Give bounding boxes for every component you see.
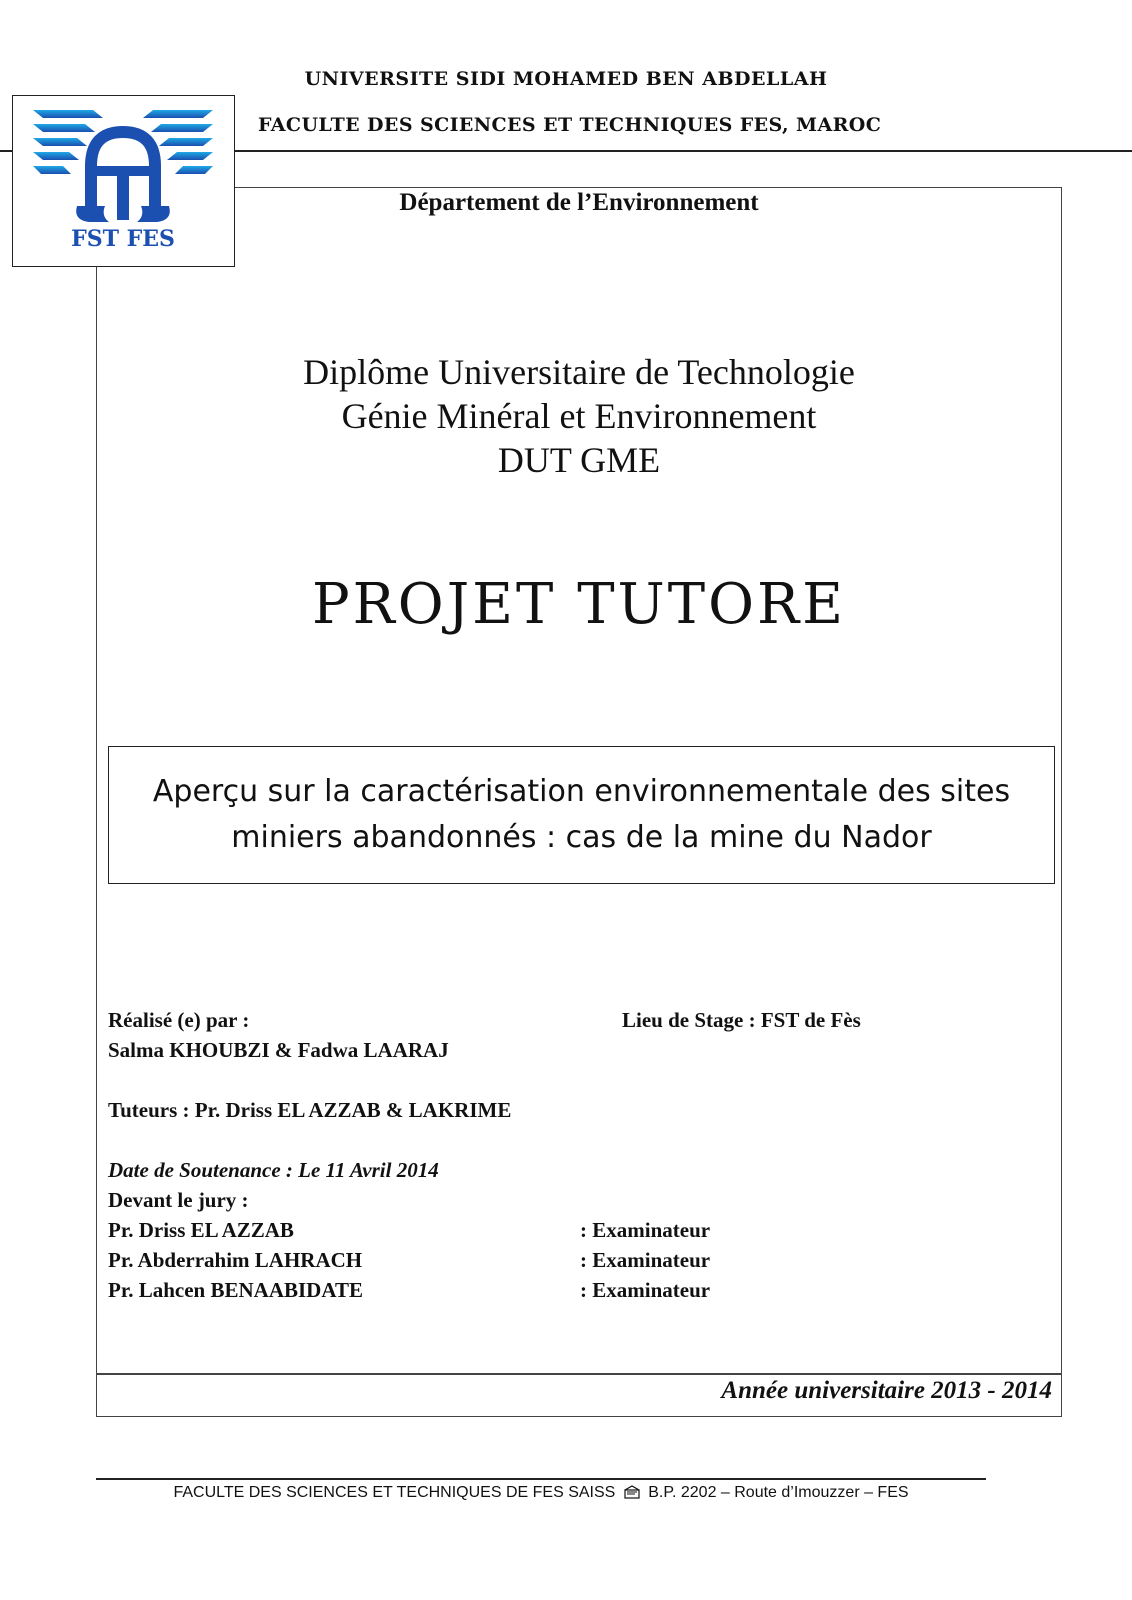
tutors: Tuteurs : Pr. Driss EL AZZAB & LAKRIME <box>108 1098 512 1122</box>
authors-names: Salma KHOUBZI & Fadwa LAARAJ <box>108 1038 449 1062</box>
jury-label: Devant le jury : <box>108 1188 249 1212</box>
topic-line-2: miniers abandonnés : cas de la mine du Nador <box>231 820 932 855</box>
university-name <box>0 68 1132 90</box>
faculty-name: FACULTE DES SCIENCES ET TECHNIQUES FES, MAROC <box>258 114 882 136</box>
logo-text: FST FES <box>71 226 175 252</box>
footer-faculty: FACULTE DES SCIENCES ET TECHNIQUES DE FES SAISS <box>173 1484 616 1501</box>
year-rule <box>96 1373 1062 1375</box>
footer-rule <box>96 1478 986 1480</box>
internship-location: Lieu de Stage : FST de Fès <box>622 1008 861 1032</box>
department-name: Département de l’Environnement <box>399 189 759 216</box>
jury-member-role: : Examinateur <box>580 1218 711 1242</box>
fst-fes-logo <box>12 95 235 267</box>
diploma-line-3: DUT GME <box>497 440 661 480</box>
project-topic-box <box>108 746 1055 884</box>
diploma-line-1: Diplôme Universitaire de Technologie <box>303 352 855 392</box>
footer-postal: B.P. 2202 – Route d’Imouzzer – FES <box>648 1484 909 1501</box>
jury-member-role: : Examinateur <box>580 1248 711 1272</box>
diploma-line-2: Génie Minéral et Environnement <box>341 396 817 436</box>
project-type-title: PROJET TUTORE <box>311 572 847 637</box>
academic-year: Année universitaire 2013 - 2014 <box>721 1377 1052 1404</box>
authors-label: Réalisé (e) par : <box>108 1008 250 1032</box>
defense-date: Date de Soutenance : Le 11 Avril 2014 <box>108 1158 439 1182</box>
diploma-title <box>96 350 1062 482</box>
university-name-text: UNIVERSITE SIDI MOHAMED BEN ABDELLAH <box>304 68 828 90</box>
fst-logo-icon <box>13 96 233 265</box>
topic-line-1: Aperçu sur la caractérisation environnementale des sites <box>152 774 1011 809</box>
mailbox-icon <box>624 1485 640 1504</box>
footer-address <box>96 1484 986 1504</box>
jury-member-role: : Examinateur <box>580 1278 711 1302</box>
jury-member-name: Pr. Driss EL AZZAB <box>108 1218 294 1242</box>
jury-member-name: Pr. Abderrahim LAHRACH <box>108 1248 363 1272</box>
jury-member-name: Pr. Lahcen BENAABIDATE <box>108 1278 363 1302</box>
